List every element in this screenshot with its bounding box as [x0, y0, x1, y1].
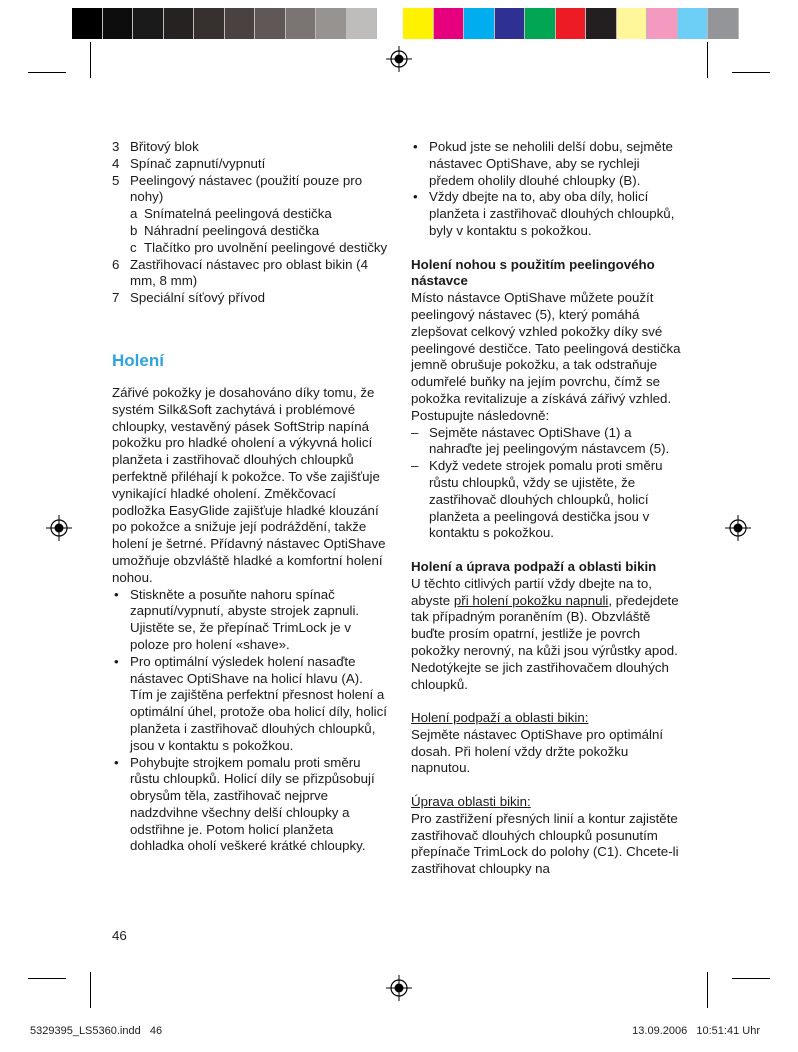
shave-paragraph: Sejměte nástavec OptiShave pro optimální dosah. Při holení vždy držte pokožku napnutou.: [411, 726, 664, 776]
intro-paragraph: Zářivé pokožky je dosahováno díky tomu, že systém Silk&Soft zachytává i problémové chloupky, vestavěný pásek SoftStrip napíná pokožku pro hladké oholení a výkyvná holicí planžeta i zastřihovač dlouhých chloupků perfektně přiléhají k pokožce. To vše zajišťuje vynikající hladké oholení. Změkčovací podložka EasyGlide zajišťuje hladké klouzání po pokožce a snižuje její podráždění, takže holení je šetrné. Přídavný nástavec OptiShave umožňuje obzvláště hladké a komfortní holení nohou.: [112, 384, 386, 585]
color-swatch: [647, 8, 678, 39]
registration-mark-top-icon: [386, 46, 412, 72]
crop-mark-top-left-v: [90, 42, 91, 78]
trim-subheading: Úprava oblasti bikin:: [411, 794, 531, 810]
color-swatch: [556, 8, 587, 39]
crop-mark-top-right-h: [732, 72, 770, 73]
left-column: [112, 139, 388, 855]
peeling-heading: Holení nohou s použitím peelingového nástavce: [411, 256, 655, 289]
parts-list: [112, 139, 388, 307]
trim-paragraph: Pro zastřižení přesných linií a kontur zajistěte zastřihovač dlouhých chloupků posunutím přepínače TrimLock do polohy (C1). Chcete-li zastřihovat chloupky na: [411, 810, 679, 877]
list-item: 6 Zastřihovací nástavec pro oblast bikin (4 mm, 8 mm): [112, 256, 368, 289]
cmyk-color-bar: [403, 8, 739, 39]
footer-file-info: 5329395_LS5360.indd 46: [30, 1025, 163, 1037]
gray-swatch: [316, 8, 347, 39]
dash-item: – Když vedete strojek pomalu proti směru růstu chloupků, vždy se ujistěte, že zastřihovač dlouhých chloupků, holicí planžeta a peelingová destička jsou v kontaktu s pokožkou.: [411, 458, 663, 541]
crop-mark-bottom-right-v: [707, 972, 708, 1008]
color-swatch: [678, 8, 709, 39]
shave-subheading: Holení podpaží a oblasti bikin:: [411, 710, 589, 726]
list-item: 4 Spínač zapnutí/vypnutí: [112, 155, 266, 171]
color-swatch: [464, 8, 495, 39]
footer-date-info: 13.09.2006 10:51:41 Uhr: [632, 1025, 760, 1037]
registration-mark-bottom-icon: [386, 975, 412, 1001]
proceed-text: Postupujte následovně:: [411, 407, 550, 423]
armpit-paragraph: U těchto citlivých partií vždy dbejte na to, abyste při holení pokožku napnuli, předejdete tak případným poraněním (B). Obzvláště buďte prosím opatrní, jestliže je povrch pokožky nerovný, na kůži jsou výrůstky apod. Nedotýkejte se jich zastřihovačem dlouhých chloupků.: [411, 575, 679, 692]
crop-mark-bottom-right-h: [732, 978, 770, 979]
gray-swatch: [347, 8, 378, 39]
color-swatch: [434, 8, 465, 39]
armpit-heading: Holení a úprava podpaží a oblasti bikin: [411, 558, 657, 574]
list-item: 5 Peelingový nástavec (použití pouze pro nohy): [112, 172, 363, 205]
registration-mark-right-icon: [725, 515, 751, 541]
sub-list-item: b Náhradní peelingová destička: [130, 222, 320, 238]
list-item: 7 Speciální síťový přívod: [112, 290, 266, 306]
bullet-item: • Pohybujte strojkem pomalu proti směru růstu chloupků. Holicí díly se přizpůsobují obrysům těla, zastřihovač nejprve nadzdvihne všechny delší chloupky a odstřihne je. Potom holicí planžeta dohladka oholí veškeré krátké chloupky.: [114, 754, 375, 854]
bullet-item: • Pro optimální výsledek holení nasaďte nástavec OptiShave na holicí hlavu (A). Tím je zajištěna perfektní přesnost holení a optimální úhel, protože oba holicí díly, holicí planžeta i zastřihovač dlouhých chloupků, jsou v kontaktu s pokožkou.: [114, 653, 387, 753]
color-swatch: [525, 8, 556, 39]
gray-swatch: [133, 8, 164, 39]
sub-list-item: a Snímatelná peelingová destička: [130, 206, 332, 222]
registration-mark-left-icon: [46, 515, 72, 541]
dash-item: – Sejměte nástavec OptiShave (1) a nahraďte jej peelingovým nástavcem (5).: [411, 424, 670, 457]
bullet-item: • Pokud jste se neholili delší dobu, sejměte nástavec OptiShave, aby se rychleji předem oholily dlouhé chloupky (B).: [413, 139, 673, 188]
gray-swatch: [255, 8, 286, 39]
color-swatch: [403, 8, 434, 39]
bullet-item: • Stiskněte a posuňte nahoru spínač zapnutí/vypnutí, abyste strojek zapnuli. Ujistěte se, že přepínač TrimLock je v poloze pro holení «shave».: [114, 586, 360, 652]
gray-swatch: [194, 8, 225, 39]
crop-mark-top-left-h: [28, 72, 66, 73]
sub-list-item: c Tlačítko pro uvolnění peelingové destičky: [130, 239, 388, 255]
bullet-item: • Vždy dbejte na to, aby oba díly, holicí planžeta i zastřihovač dlouhých chloupků, byly v kontaktu s pokožkou.: [413, 189, 675, 238]
color-swatch: [495, 8, 526, 39]
section-heading-holeni: Holení: [112, 350, 164, 370]
gray-swatch: [103, 8, 134, 39]
list-item: 3 Břitový blok: [112, 139, 199, 154]
gray-swatch: [286, 8, 317, 39]
gray-swatch: [164, 8, 195, 39]
gray-swatch: [225, 8, 256, 39]
gray-color-bar: [72, 8, 408, 39]
gray-swatch: [72, 8, 103, 39]
color-swatch: [586, 8, 617, 39]
crop-mark-top-right-v: [707, 42, 708, 78]
peeling-paragraph: Místo nástavce OptiShave můžete použít peelingový nástavec (5), který pomáhá zlepšovat celkový vzhled pokožky díky své peelingové destičce. Tato peelingová destička jemně obrušuje pokožku, a tak odstraňuje odumřelé buňky na jejím povrchu, čímž se pokožka revitalizuje a získává zářivý vzhled.: [411, 290, 681, 406]
color-swatch: [708, 8, 739, 39]
page-number: 46: [112, 928, 127, 943]
color-swatch: [617, 8, 648, 39]
crop-mark-bottom-left-v: [90, 972, 91, 1008]
crop-mark-bottom-left-h: [28, 978, 66, 979]
right-column: [411, 139, 687, 878]
